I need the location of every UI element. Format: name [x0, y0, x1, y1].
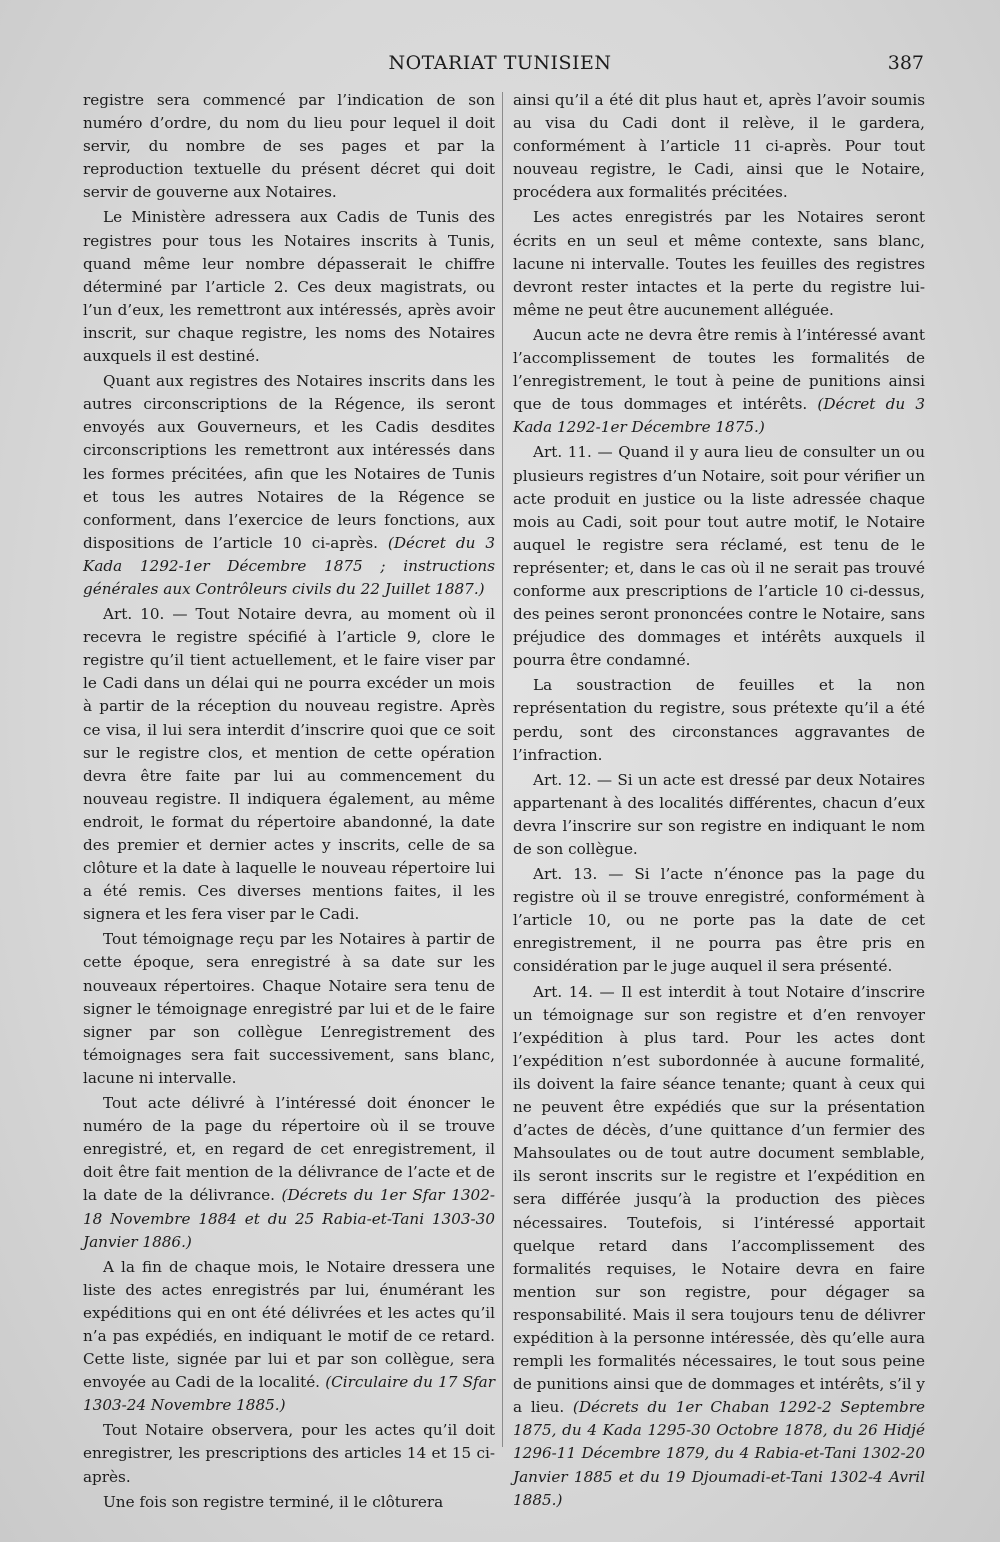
paragraph: [83, 1092, 495, 1254]
paragraph-text: Art. 14. — Il est interdit à tout Notaire d’inscrire un témoignage sur son registre et d’en renvoyer l’expédition à plus tard. Pour les actes dont l’expédition n’est subordonnée à aucune formalité, ils doivent la faire séance tenante; quant à ceux qui ne peuvent être expédiés que sur la présentation d’actes de décès, d’une quittance d’un fermier des Mahsoulates ou de tout autre document semblable, ils seront inscrits sur le registre et l’expédition en sera différée jusqu’à la production des pièces nécessaires. Toutefois, si l’intéressé apportait quelque retard dans l’accomplissement des formalités requises, le Notaire devra en faire mention sur son registre, pour dégager sa responsabilité. Mais il sera toujours tenu de délivrer expédition à la personne intéressée, dès qu’elle aura rempli les formalités nécessaires, le tout sous peine de punitions ainsi que de dommages et intérêts, s’il y a lieu.: [513, 982, 925, 1417]
article-paragraph: Art. 10. — Tout Notaire devra, au moment où il recevra le registre spécifié à l’article 9, clore le registre qu’il tient actuellement, et le faire viser par le Cadi dans un délai qui ne pourra excéder un mois à partir de la réception du nouveau registre. Après ce visa, il lui sera interdit d’inscrire quoi que ce soit sur le registre clos, et mention de cette opération devra être faite par lui au commencement du nouveau registre. Il indiquera également, au même endroit, le format du répertoire abandonné, la date des premier et dernier actes y inscrits, celle de sa clôture et la date à laquelle le nouveau répertoire lui a été remis. Ces diverses mentions faites, il les signera et les fera viser par le Cadi.: [83, 605, 495, 924]
paragraph-text: A la fin de chaque mois, le Notaire dressera une liste des actes enregistrés par lui, énumérant les expéditions qui en ont été délivrées et les actes qu’il n’a pas expédiés, en indiquant le motif de ce retard. Cette liste, signée par lui et par son collègue, sera envoyée au Cadi de la localité.: [83, 1257, 495, 1392]
column-divider: [502, 92, 503, 1447]
paragraph: La soustraction de feuilles et la non représentation du registre, sous prétexte qu’il a été perdu, sont des circonstances aggravantes de l’infraction.: [513, 676, 925, 764]
citation: (Décret du 3 Kada 1292-1er Décembre 1875 ; instructions générales aux Contrôleurs civils du 22 Juillet 1887.): [83, 533, 495, 598]
article-paragraph: [513, 981, 925, 1512]
paragraph-text: Aucun acte ne devra être remis à l’intéressé avant l’accomplissement de toutes les formalités de l’enregistrement, le tout à peine de punitions ainsi que de tous dommages et intérêts.: [513, 325, 925, 414]
paragraph: [83, 370, 495, 601]
citation: (Décrets du 1er Chaban 1292-2 Septembre 1875, du 4 Kada 1295-30 Octobre 1878, du 26 Hidjé 1296-11 Décembre 1879, du 4 Rabia-et-Tani 1302-20 Janvier 1885 et du 19 Djoumadi-et-Tani 1302-4 Avril 1885.): [513, 1398, 925, 1509]
left-column: [83, 89, 495, 1514]
right-column: [513, 89, 925, 1512]
citation: (Décrets du 1er Sfar 1302-18 Novembre 1884 et du 25 Rabia-et-Tani 1303-30 Janvier 1886.): [83, 1186, 495, 1251]
paragraph: Les actes enregistrés par les Notaires seront écrits en un seul et même contexte, sans blanc, lacune ni intervalle. Toutes les feuilles des registres devront rester intactes et la perte du registre lui-même ne peut être aucunement alléguée.: [513, 208, 925, 319]
paragraph: [513, 324, 925, 439]
article-paragraph: Art. 12. — Si un acte est dressé par deux Notaires appartenant à des localités différentes, chacun d’eux devra l’inscrire sur son registre en indiquant le nom de son collègue.: [513, 770, 925, 858]
citation: (Décret du 3 Kada 1292-1er Décembre 1875.): [513, 395, 925, 437]
paragraph: Tout Notaire observera, pour les actes qu’il doit enregistrer, les prescriptions des articles 14 et 15 ci-après.: [83, 1421, 495, 1486]
paragraph: Tout témoignage reçu par les Notaires à partir de cette époque, sera enregistré à sa date sur les nouveaux répertoires. Chaque Notaire sera tenu de signer le témoignage enregistré par lui et de le faire signer par son collègue L’enregistrement des témoignages sera fait successivement, sans blanc, lacune ni intervalle.: [83, 930, 495, 1087]
paragraph-text: Tout acte délivré à l’intéressé doit énoncer le numéro de la page du répertoire où il se trouve enregistré, et, en regard de cet enregistrement, il doit être fait mention de la délivrance de l’acte et de la date de la délivrance.: [83, 1094, 495, 1205]
citation: (Circulaire du 17 Sfar 1303-24 Novembre 1885.): [83, 1373, 495, 1415]
paragraph: registre sera commencé par l’indication de son numéro d’ordre, du nom du lieu pour lequel il doit servir, du nombre de ses pages et par la reproduction textuelle du présent décret qui doit servir de gouverne aux Notaires.: [83, 91, 495, 202]
paragraph-text: Quant aux registres des Notaires inscrits dans les autres circonscriptions de la Régence, ils seront envoyés aux Gouverneurs, et les Cadis desdites circonscriptions les remettront aux intéressés dans les formes précitées, afin que les Notaires de Tunis et tous les autres Notaires de la Régence se conforment, dans l’exercice de leurs fonctions, aux dispositions de l’article 10 ci-après.: [83, 372, 495, 552]
running-header: [0, 52, 1000, 88]
paragraph: ainsi qu’il a été dit plus haut et, après l’avoir soumis au visa du Cadi dont il relève, il le gardera, conformément à l’article 11 ci-après. Pour tout nouveau registre, le Cadi, ainsi que le Notaire, procédera aux formalités précitées.: [513, 91, 925, 202]
paragraph: Une fois son registre terminé, il le clôturera: [103, 1492, 444, 1511]
paragraph: Le Ministère adressera aux Cadis de Tunis des registres pour tous les Notaires inscrits à Tunis, quand même leur nombre dépasserait le chiffre déterminé par l’article 2. Ces deux magistrats, ou l’un d’eux, les remettront aux intéressés, après avoir inscrit, sur chaque registre, les noms des Notaires auxquels il est destiné.: [83, 208, 495, 366]
running-title: NOTARIAT TUNISIEN: [388, 52, 612, 74]
paragraph: [83, 1256, 495, 1418]
article-paragraph: Art. 13. — Si l’acte n’énonce pas la page du registre où il se trouve enregistré, conformément à l’article 10, ou ne porte pas la date de cet enregistrement, il ne pourra pas être pris en considération par le juge auquel il sera présenté.: [513, 865, 925, 976]
article-paragraph: Art. 11. — Quand il y aura lieu de consulter un ou plusieurs registres d’un Notaire, soit pour vérifier un acte produit en justice ou la liste adressée chaque mois au Cadi, soit pour tout autre motif, le Notaire auquel le registre sera réclamé, est tenu de le représenter; et, dans le cas où il ne serait pas trouvé conforme aux prescriptions de l’article 10 ci-dessus, des peines seront prononcées contre le Notaire, sans préjudice des dommages et intérêts auxquels il pourra être condamné.: [513, 443, 925, 670]
page-number: 387: [887, 52, 924, 74]
